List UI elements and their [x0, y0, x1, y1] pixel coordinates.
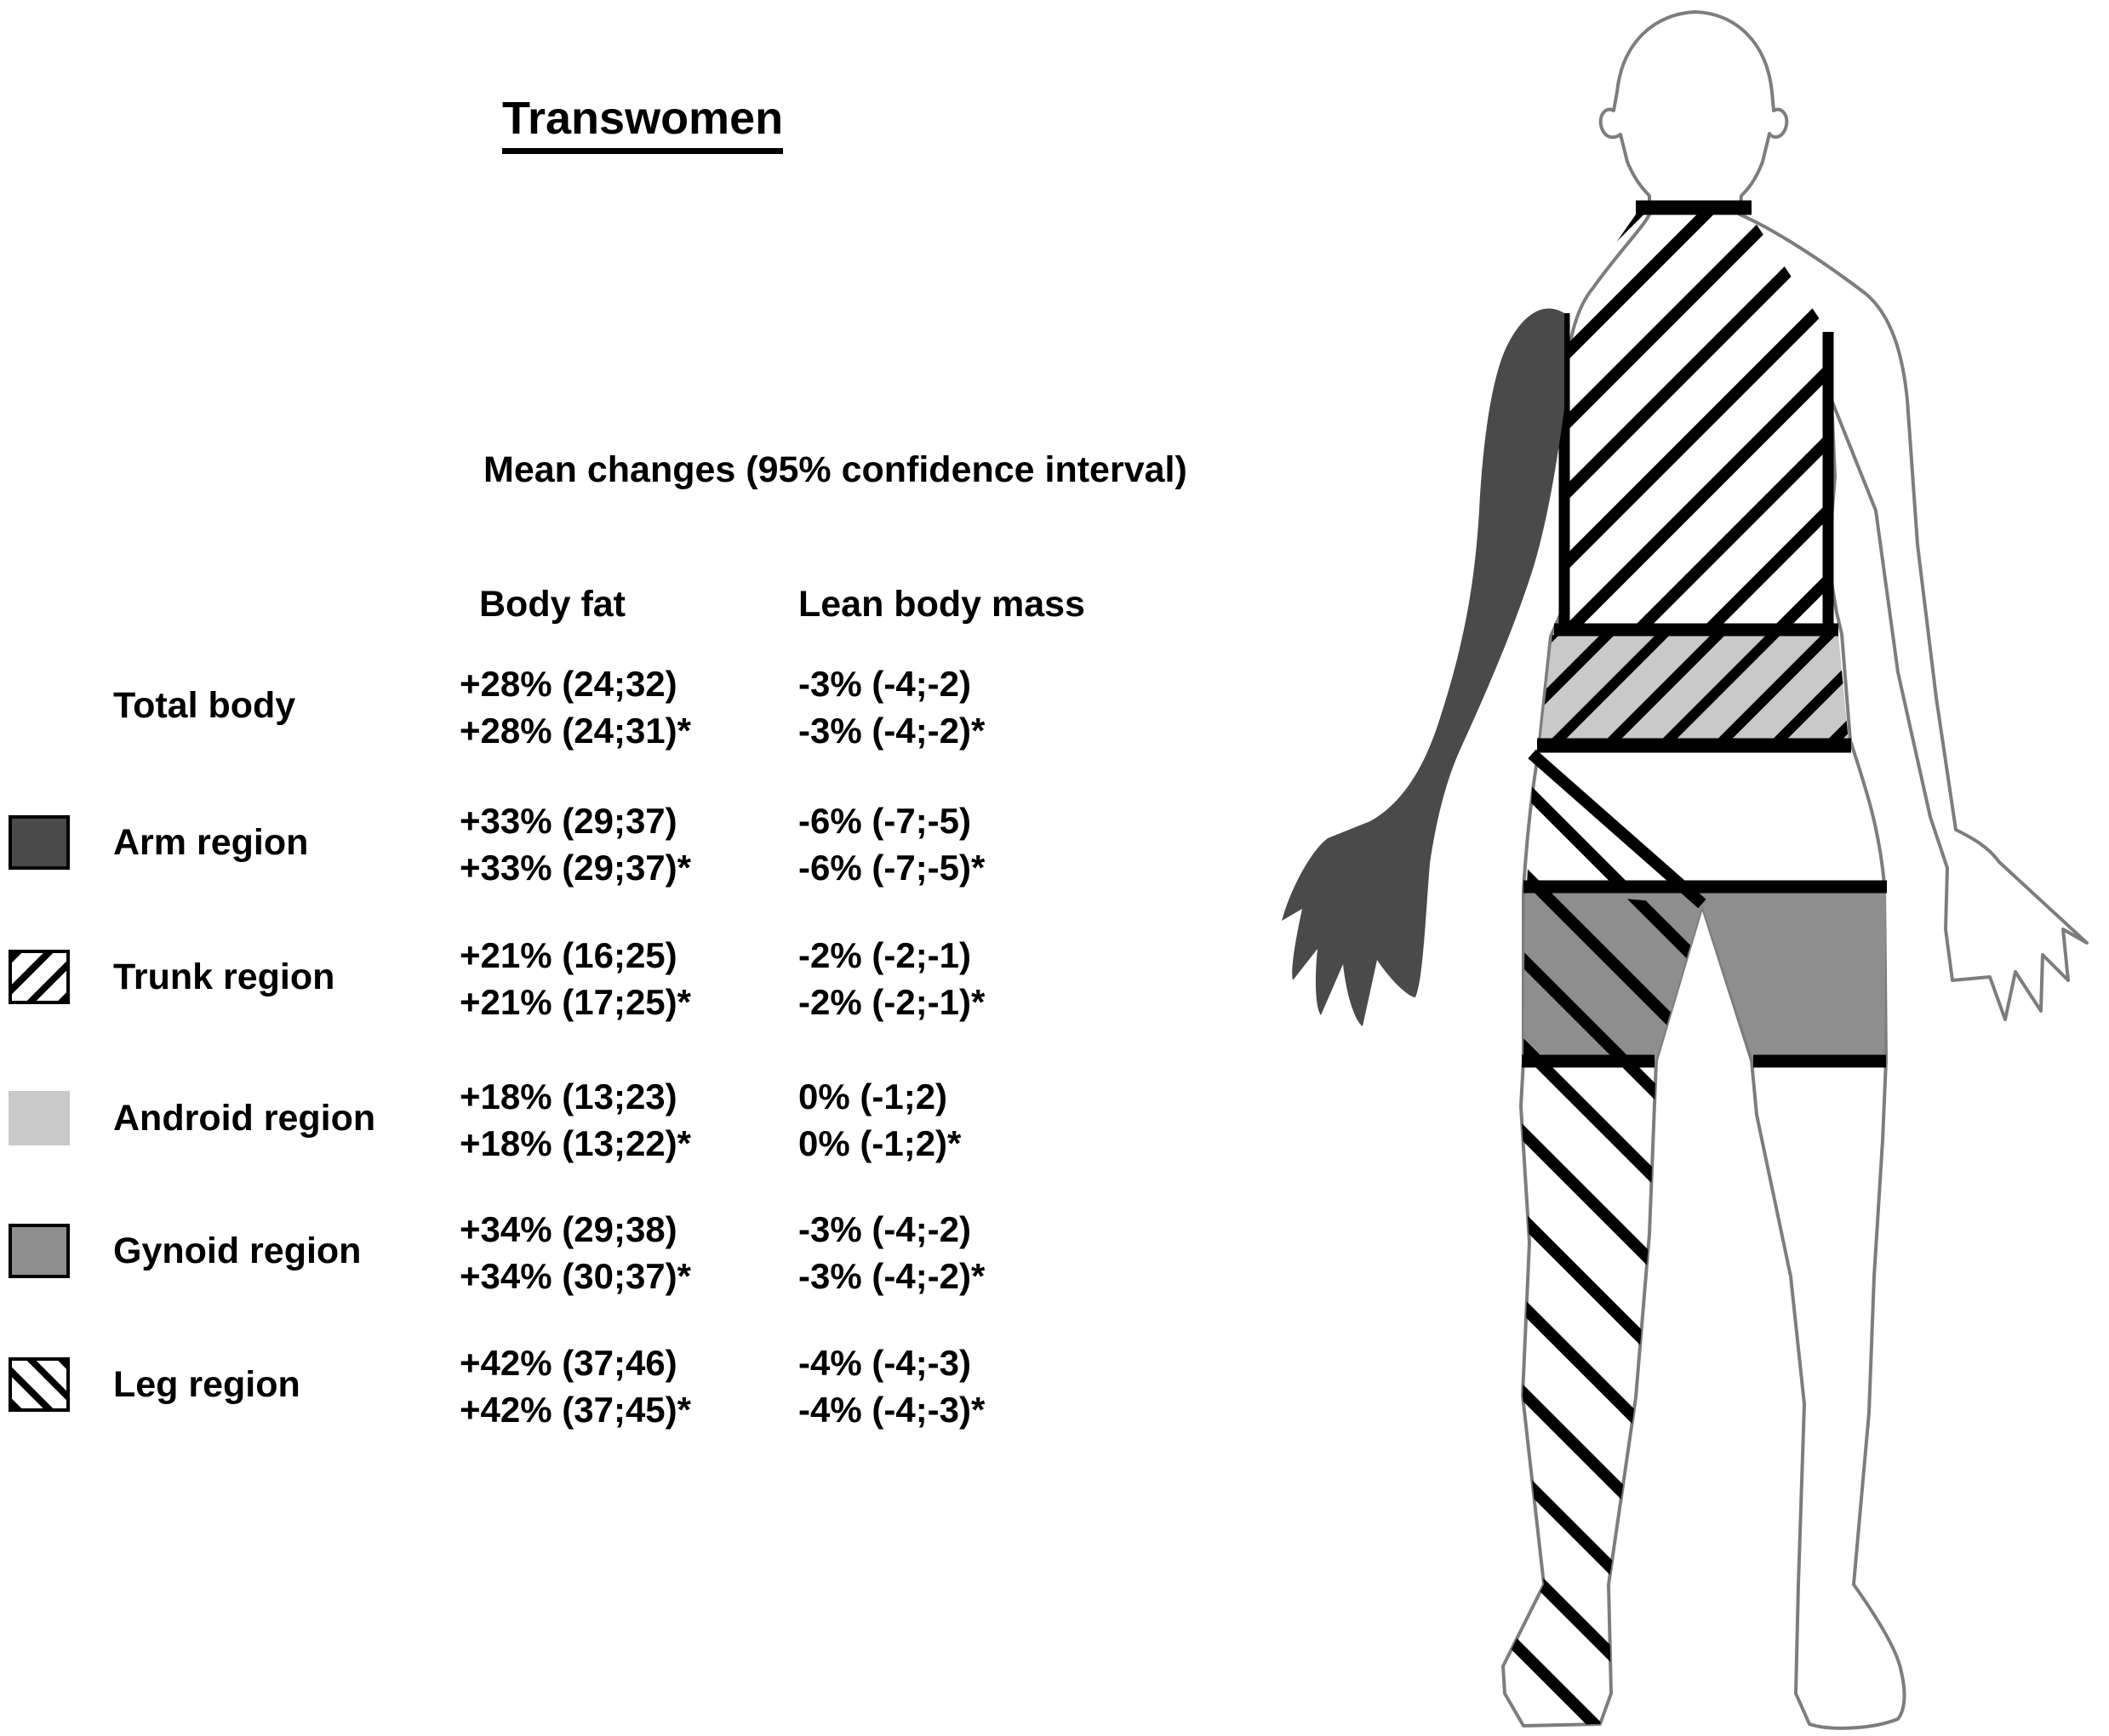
body-fat-value-line2: +28% (24;31)*	[460, 711, 691, 751]
lean-body_mass-value-line2: -6% (-7;-5)*	[798, 848, 986, 888]
android-region-hatch	[1540, 635, 1849, 742]
lean-body_mass-value-line2: -3% (-4;-2)*	[798, 1256, 986, 1296]
trunk-region-hatch	[1564, 214, 1828, 630]
body-fat-value-line2: +18% (13;22)*	[460, 1123, 691, 1163]
leg-region-hatch	[1503, 1060, 1656, 1726]
column-header-lean-body-mass: Lean body mass	[798, 584, 1085, 625]
gynoid-left-thigh-hatch	[1523, 890, 1702, 1060]
subtitle-mean-changes: Mean changes (95% confidence interval)	[483, 449, 1187, 490]
body-fat-value-line2: +34% (30;37)*	[460, 1256, 691, 1296]
figure-title: Transwomen	[502, 93, 783, 154]
body-fat-value-line2: +21% (17;25)*	[460, 982, 691, 1022]
body-fat-value-line1: +33% (29;37)	[460, 801, 677, 841]
lean-body_mass-value-line2: -4% (-4;-3)*	[798, 1390, 986, 1430]
region-label: Gynoid region	[113, 1231, 362, 1271]
region-label: Trunk region	[113, 957, 335, 997]
region-label: Total body	[113, 685, 296, 726]
lean-body_mass-value-line1: -4% (-4;-3)	[798, 1343, 972, 1383]
body-fat-value-line1: +42% (37;46)	[460, 1343, 677, 1383]
lean-body_mass-value-line2: 0% (-1;2)*	[798, 1123, 962, 1163]
lean-body_mass-value-line2: -2% (-2;-1)*	[798, 982, 986, 1022]
body-fat-value-line1: +21% (16;25)	[460, 935, 677, 975]
column-header-body-fat: Body fat	[479, 584, 626, 625]
body-fat-value-line2: +33% (29;37)*	[460, 848, 691, 888]
lean-body_mass-value-line1: -3% (-4;-2)	[798, 664, 972, 704]
body-fat-value-line1: +34% (29;38)	[460, 1209, 677, 1249]
lean-body_mass-value-line1: -3% (-4;-2)	[798, 1209, 972, 1249]
lean-body_mass-value-line1: 0% (-1;2)	[798, 1076, 948, 1116]
body-fat-value-line1: +18% (13;23)	[460, 1076, 677, 1116]
lean-body_mass-value-line1: -2% (-2;-1)	[798, 935, 972, 975]
region-label: Arm region	[113, 822, 309, 863]
region-label: Android region	[113, 1098, 376, 1139]
body-fat-value-line2: +42% (37;45)*	[460, 1390, 691, 1430]
lean-body_mass-value-line1: -6% (-7;-5)	[798, 801, 972, 841]
lean-body_mass-value-line2: -3% (-4;-2)*	[798, 711, 986, 751]
body-fat-value-line1: +28% (24;32)	[460, 664, 677, 704]
region-label: Leg region	[113, 1364, 300, 1405]
